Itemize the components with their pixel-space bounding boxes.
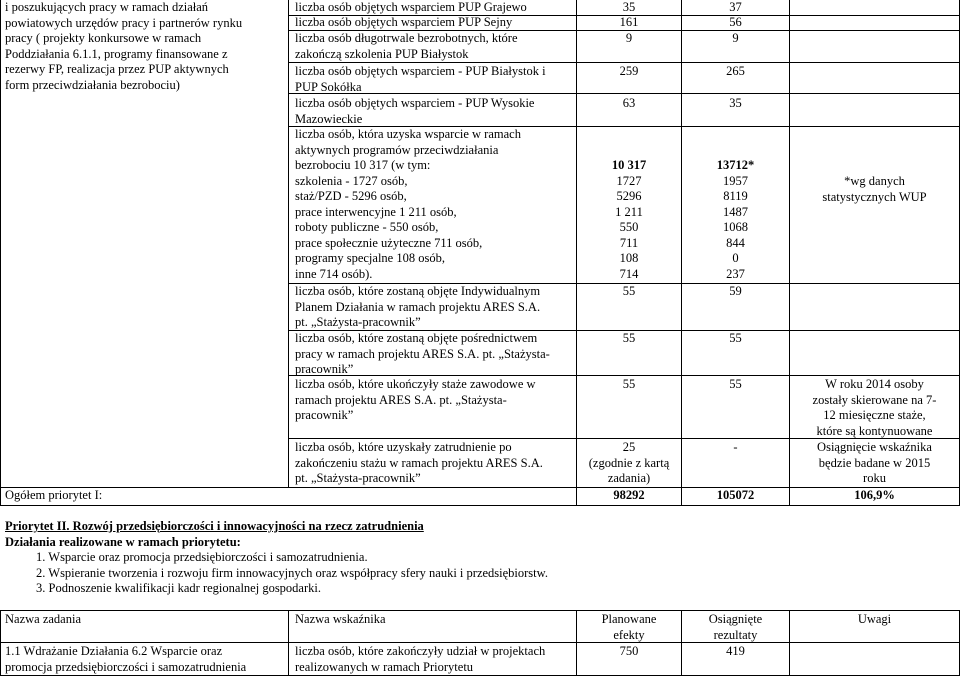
total-planned: 98292 [613, 488, 645, 502]
total-percent: 106,9% [854, 488, 895, 502]
planned-value: 161 [619, 15, 639, 29]
achieved-value: - [733, 440, 738, 454]
achieved-value: 9 [732, 31, 739, 45]
indicator-text: liczba osób objętych wsparciem - PUP Wysokie Mazowieckie [295, 96, 535, 126]
indicator-text: liczba osób objętych wsparciem PUP Grajewo [295, 0, 527, 14]
achieved-value: 419 [726, 644, 745, 658]
planned-value: 750 [619, 644, 639, 658]
header-task: Nazwa zadania [5, 612, 81, 626]
priority-subtitle: Działania realizowane w ramach priorytetu: [5, 534, 241, 549]
notes: Osiągnięcie wskaźnika będzie badane w 2015 roku [817, 440, 932, 485]
header-indicator: Nazwa wskaźnika [295, 612, 386, 626]
list-item: 1. Wsparcie oraz promocja przedsiębiorczości i samozatrudnienia. [36, 550, 368, 564]
total-label: Ogółem priorytet I: [5, 488, 103, 502]
priority-section [5, 519, 548, 597]
left-cell-description: i poszukujących pracy w ramach działań powiatowych urzędów pracy i partnerów rynku pracy ( projekty konkursowe w ramach Poddziałania 6.1.1, programy finansowane z rezerwy FP, realizacja przez PUP aktywnych form przeciwdziałania bezrobociu) [5, 0, 243, 92]
indicator-text: liczba osób objętych wsparciem PUP Sejny [295, 15, 513, 29]
achieved-value: 59 [729, 284, 742, 298]
achieved-values: 13712* 1957 8119 1487 1068 844 0 237 [716, 158, 755, 281]
planned-values: 10 317 1727 5296 1 211 550 711 108 714 [611, 158, 647, 281]
indicator-text: liczba osób, które ukończyły staże zawodowe w ramach projektu ARES S.A. pt. „Stażysta- pracownik” [295, 377, 536, 422]
task-name: 1.1 Wdrażanie Działania 6.2 Wsparcie oraz promocja przedsiębiorczości i samozatrudnienia [5, 644, 247, 674]
header-achieved: Osiągnięte rezultaty [708, 612, 763, 642]
planned-value: 55 [622, 331, 636, 345]
list-item: 3. Podnoszenie kwalifikacji kadr regionalnej gospodarki. [36, 581, 321, 595]
header-planned: Planowane efekty [601, 612, 657, 642]
achieved-value: 55 [729, 331, 742, 345]
achieved-value: 56 [729, 15, 742, 29]
list-item: 2. Wspieranie tworzenia i rozwoju firm innowacyjnych oraz współpracy sfery nauki i przedsiębiorstw. [36, 565, 548, 580]
planned-value: 55 [622, 377, 636, 391]
achieved-value: 35 [729, 96, 742, 110]
total-achieved: 105072 [716, 488, 755, 502]
indicator-text: liczba osób, która uzyska wsparcie w ramach aktywnych programów przeciwdziałania bezrobociu 10 317 (w tym: szkolenia - 1727 osób, staż/PZD - 5296 osób, prace interwencyjne 1 211 osób, roboty publiczne - 550 osób, prace społecznie użyteczne 711 osób, programy specjalne 108 osób, inne 714 osób). [295, 127, 521, 281]
indicator-text: liczba osób długotrwale bezrobotnych, które zakończą szkolenia PUP Białystok [295, 31, 518, 61]
notes: W roku 2014 osoby zostały skierowane na 7- 12 miesięczne staże, które są kontynuowane [812, 377, 937, 438]
planned-value: 63 [622, 96, 636, 110]
planned-value: 259 [619, 64, 639, 78]
notes: *wg danych statystycznych WUP [822, 174, 927, 204]
header-notes: Uwagi [857, 612, 892, 626]
priority-list [5, 550, 548, 597]
indicator-name: liczba osób, które zakończyły udział w projektach realizowanych w ramach Priorytetu [295, 644, 546, 674]
achieved-value: 37 [729, 0, 742, 14]
indicator-text: liczba osób, które zostaną objęte Indywidualnym Planem Działania w ramach projektu ARES S.A. pt. „Stażysta-pracownik” [295, 284, 541, 329]
planned-value: 35 [622, 0, 636, 14]
planned-value: 9 [625, 31, 633, 45]
indicator-text: liczba osób, które uzyskały zatrudnienie po zakończeniu stażu w ramach projektu ARES S.A. pt. „Stażysta-pracownik” [295, 440, 543, 485]
priority-title: Priorytet II. Rozwój przedsiębiorczości i innowacyjności na rzecz zatrudnienia [5, 519, 424, 533]
planned-value: 55 [622, 284, 636, 298]
achieved-value: 55 [729, 377, 742, 391]
planned-value: 25 (zgodnie z kartą zadania) [588, 440, 670, 485]
achieved-value: 265 [726, 64, 745, 78]
indicator-text: liczba osób objętych wsparciem - PUP Białystok i PUP Sokółka [295, 64, 546, 94]
indicator-text: liczba osób, które zostaną objęte pośrednictwem pracy w ramach projektu ARES S.A. pt. „Stażysta- pracownik” [295, 331, 550, 376]
